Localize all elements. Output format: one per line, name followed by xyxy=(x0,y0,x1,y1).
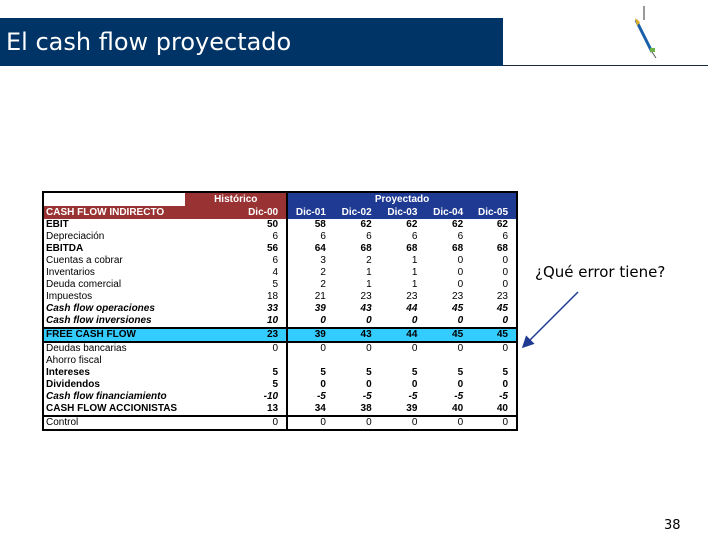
question-text: ¿Qué error tiene? xyxy=(535,263,666,281)
table-cell: 0 xyxy=(457,267,464,279)
table-cell: 18 xyxy=(185,291,287,303)
table-cell: 5 xyxy=(185,279,287,291)
table-cell: 62 xyxy=(452,219,464,231)
table-row xyxy=(43,231,517,243)
row-label: EBIT xyxy=(46,219,69,231)
table-cell: 0 xyxy=(185,416,287,430)
table-cell: 45 xyxy=(496,303,508,315)
row-label: Ahorro fiscal xyxy=(46,355,102,367)
table-cell: 44 xyxy=(380,328,426,342)
table-cell: 13 xyxy=(185,403,287,416)
col-header-3: Dic-03 xyxy=(380,206,426,219)
table-cell: 56 xyxy=(185,243,287,255)
table-cell: 3 xyxy=(320,255,326,267)
table-cell: 1 xyxy=(366,279,372,291)
corner-label: CASH FLOW INDIRECTO xyxy=(43,206,185,219)
table-cell: 0 xyxy=(366,315,372,327)
table-cell: 10 xyxy=(185,315,287,328)
table-cell xyxy=(425,355,471,367)
table-cell: 62 xyxy=(360,219,372,231)
col-header-2: Dic-02 xyxy=(334,206,380,219)
table-row xyxy=(43,355,517,367)
table-cell: 0 xyxy=(502,379,508,391)
table-cell: 6 xyxy=(320,231,326,243)
table-cell: 45 xyxy=(425,328,471,342)
row-label: Intereses xyxy=(46,367,90,379)
table-cell: 34 xyxy=(314,403,326,415)
table-cell: 21 xyxy=(314,291,326,303)
table-cell: 0 xyxy=(411,379,418,391)
page-number: 38 xyxy=(664,518,681,533)
col-header-1: Dic-01 xyxy=(287,206,334,219)
table-cell: 23 xyxy=(496,291,508,303)
table-cell: 6 xyxy=(411,231,418,243)
table-cell: 0 xyxy=(320,379,326,391)
table-cell: 0 xyxy=(380,342,426,355)
table-cell: 0 xyxy=(457,255,464,267)
table-row xyxy=(43,367,517,379)
cash-flow-table xyxy=(42,191,518,431)
table-cell: 5 xyxy=(411,367,418,379)
col-header-4: Dic-04 xyxy=(425,206,471,219)
table-cell: 68 xyxy=(452,243,464,255)
table-cell: 0 xyxy=(502,315,508,327)
table-cell: 33 xyxy=(185,303,287,315)
arrow-icon xyxy=(510,288,590,358)
table-cell: 6 xyxy=(185,231,287,243)
table-cell: 40 xyxy=(452,403,464,415)
table-cell: 2 xyxy=(320,279,326,291)
table-cell: 5 xyxy=(320,367,326,379)
table-cell: 5 xyxy=(457,367,464,379)
row-label: Cash flow inversiones xyxy=(46,315,152,327)
table-cell: 40 xyxy=(496,403,508,415)
table-cell: 0 xyxy=(320,315,326,327)
table-cell: 0 xyxy=(411,315,418,327)
slide-title: El cash flow proyectado xyxy=(6,28,292,56)
table-cell: 0 xyxy=(287,416,334,430)
table-cell: 5 xyxy=(366,367,372,379)
blank-header-cell xyxy=(43,192,185,206)
table-cell: 0 xyxy=(287,342,334,355)
table-cell: 58 xyxy=(314,219,326,231)
table-cell: 1 xyxy=(411,267,418,279)
table-cell: -5 xyxy=(499,391,508,403)
table-cell: 68 xyxy=(496,243,508,255)
row-label: Cash flow financiamiento xyxy=(46,391,167,403)
table-cell: -10 xyxy=(185,391,287,403)
table-row xyxy=(43,243,517,255)
table-cell: 4 xyxy=(185,267,287,279)
table-cell: 0 xyxy=(334,416,380,430)
table-cell: 44 xyxy=(406,303,418,315)
table-cell: 1 xyxy=(411,255,418,267)
table-cell: -5 xyxy=(454,391,464,403)
table-row xyxy=(43,416,517,430)
table-cell: 45 xyxy=(471,328,517,342)
table-cell: 6 xyxy=(502,231,508,243)
table-cell: 0 xyxy=(502,255,508,267)
table-row xyxy=(43,291,517,303)
table-row xyxy=(43,391,517,403)
table-cell: 0 xyxy=(425,342,471,355)
table-cell: 0 xyxy=(457,279,464,291)
table-cell: 0 xyxy=(185,342,287,355)
table-cell: 39 xyxy=(287,328,334,342)
row-label: Depreciación xyxy=(46,231,105,243)
table-cell: 0 xyxy=(471,416,517,430)
cash-flow-table-container xyxy=(42,191,518,441)
table-cell: 62 xyxy=(496,219,508,231)
row-label: Impuestos xyxy=(46,291,93,303)
table-cell: 0 xyxy=(366,379,372,391)
group-historico: Histórico xyxy=(185,192,287,206)
table-row xyxy=(43,403,517,416)
table-cell: 39 xyxy=(314,303,326,315)
table-cell: 5 xyxy=(502,367,508,379)
table-column-header xyxy=(43,206,517,219)
table-body xyxy=(43,219,517,430)
row-label: Deuda comercial xyxy=(46,279,122,291)
table-cell: 43 xyxy=(360,303,372,315)
table-cell: 0 xyxy=(457,315,464,327)
table-cell: 0 xyxy=(334,342,380,355)
table-cell xyxy=(185,355,287,367)
table-cell: 6 xyxy=(366,231,372,243)
row-label: Cuentas a cobrar xyxy=(46,255,123,267)
table-cell: 50 xyxy=(185,219,287,231)
table-row xyxy=(43,303,517,315)
row-label: CASH FLOW ACCIONISTAS xyxy=(46,403,178,415)
table-row xyxy=(43,219,517,231)
row-label: Inventarios xyxy=(46,267,95,279)
table-cell: 23 xyxy=(360,291,372,303)
row-label: FREE CASH FLOW xyxy=(43,328,185,342)
table-cell: 23 xyxy=(185,328,287,342)
table-cell: 2 xyxy=(320,267,326,279)
row-label: Deudas bancarias xyxy=(43,342,185,355)
table-row xyxy=(43,279,517,291)
table-cell: 0 xyxy=(471,342,517,355)
table-cell: 5 xyxy=(185,379,287,391)
table-cell: 68 xyxy=(360,243,372,255)
table-cell xyxy=(334,355,380,367)
title-divider xyxy=(503,65,708,66)
table-row xyxy=(43,328,517,342)
table-cell: 5 xyxy=(185,367,287,379)
table-cell xyxy=(380,355,426,367)
table-cell: 23 xyxy=(406,291,418,303)
title-bar xyxy=(0,18,503,66)
table-cell: 6 xyxy=(185,255,287,267)
table-cell: -5 xyxy=(362,391,372,403)
table-cell: 1 xyxy=(366,267,372,279)
table-cell: 62 xyxy=(406,219,418,231)
table-cell: 0 xyxy=(457,379,464,391)
table-group-header xyxy=(43,192,517,206)
group-proyectado: Proyectado xyxy=(287,192,517,206)
table-cell: -5 xyxy=(408,391,418,403)
table-cell: 23 xyxy=(452,291,464,303)
row-label: Control xyxy=(43,416,185,430)
table-row xyxy=(43,255,517,267)
table-cell: 0 xyxy=(502,279,508,291)
compass-logo-icon xyxy=(626,4,666,62)
col-header-5: Dic-05 xyxy=(471,206,517,219)
table-cell: -5 xyxy=(316,391,326,403)
table-row xyxy=(43,342,517,355)
table-cell: 0 xyxy=(425,416,471,430)
table-cell: 64 xyxy=(314,243,326,255)
table-cell: 0 xyxy=(502,267,508,279)
table-row xyxy=(43,315,517,328)
table-cell: 68 xyxy=(406,243,418,255)
row-label: Cash flow operaciones xyxy=(46,303,155,315)
table-cell: 2 xyxy=(366,255,372,267)
table-cell: 0 xyxy=(380,416,426,430)
table-cell: 1 xyxy=(411,279,418,291)
table-cell: 38 xyxy=(360,403,372,415)
row-label: EBITDA xyxy=(46,243,84,255)
table-row xyxy=(43,267,517,279)
table-cell: 45 xyxy=(452,303,464,315)
table-cell: 43 xyxy=(334,328,380,342)
col-header-0: Dic-00 xyxy=(185,206,287,219)
row-label: Dividendos xyxy=(46,379,100,391)
table-row xyxy=(43,379,517,391)
table-cell xyxy=(287,355,334,367)
table-cell: 39 xyxy=(406,403,418,415)
table-cell: 6 xyxy=(457,231,464,243)
